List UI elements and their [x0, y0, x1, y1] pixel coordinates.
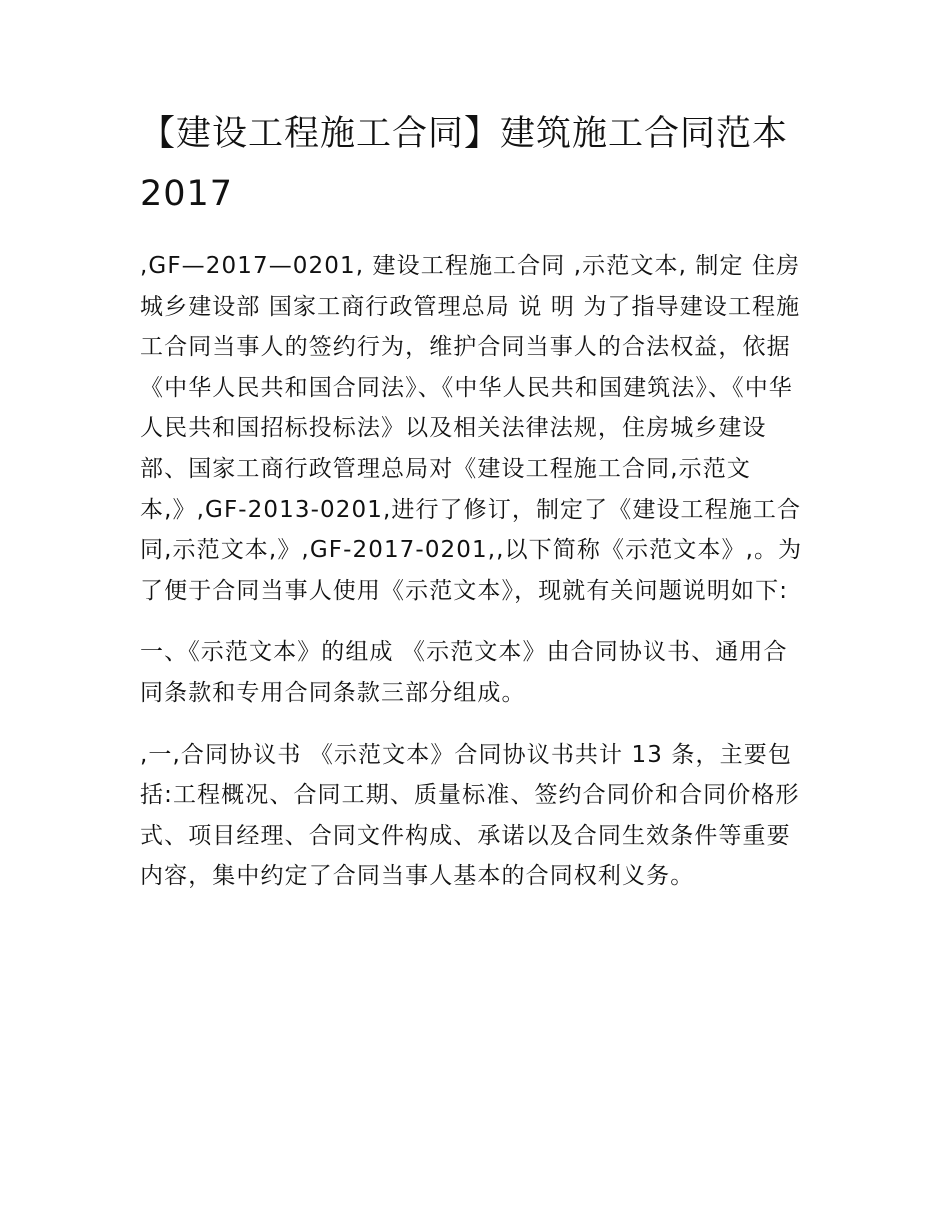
- paragraph-composition: 一、《示范文本》的组成 《示范文本》由合同协议书、通用合同条款和专用合同条款三部分组成。: [140, 639, 788, 706]
- paragraph-agreement: ,一,合同协议书 《示范文本》合同协议书共计 13 条，主要包括:工程概况、合同工期、质量标准、签约合同价和合同价格形式、项目经理、合同文件构成、承诺以及合同生效条件等重要内容，集中约定了合同当事人基本的合同权利义务。: [140, 741, 800, 890]
- document-page: [140, 104, 810, 918]
- document-title: 【建设工程施工合同】建筑施工合同范本2017: [140, 114, 789, 214]
- paragraph-intro: ,GF—2017—0201, 建设工程施工合同 ,示范文本, 制定 住房城乡建设部 国家工商行政管理总局 说 明 为了指导建设工程施工合同当事人的签约行为，维护合同当事人的合法权益，依据《中华人民共和国合同法》、《中华人民共和国建筑法》、《中华人民共和国招标投标法》以及相关法律法规，住房城乡建设部、国家工商行政管理总局对《建设工程施工合同,示范文本,》,GF-2013-0201,进行了修订，制定了《建设工程施工合同,示范文本,》,GF-2017-0201,,以下简称《示范文本》,。为了便于合同当事人使用《示范文本》，现就有关问题说明如下:: [140, 253, 803, 604]
